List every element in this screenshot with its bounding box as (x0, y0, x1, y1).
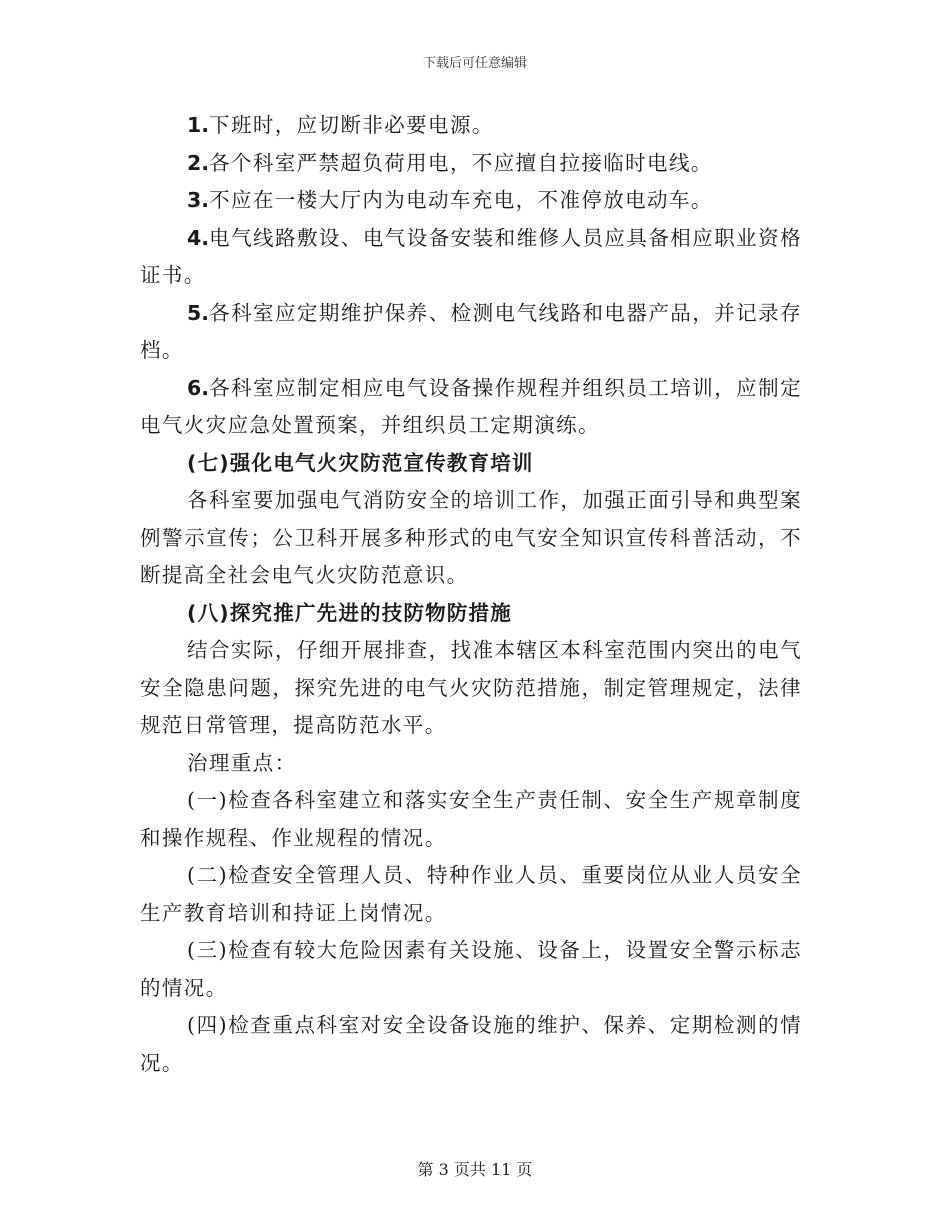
item-text: 各科室应制定相应电气设备操作规程并组织员工培训，应制定电气火灾应急处置预案，并组织员工定期演练。 (140, 375, 802, 437)
item-text: 下班时，应切断非必要电源。 (209, 113, 494, 137)
focus-item-3: (三)检查有较大危险因素有关设施、设备上，设置安全警示标志的情况。 (140, 938, 803, 1000)
list-item-1 (140, 107, 802, 145)
list-item-6 (140, 370, 802, 445)
item-number: 1. (187, 113, 210, 137)
page-header: 下载后可任意编辑 (422, 56, 527, 71)
item-text: 电气线路敷设、电气设备安装和维修人员应具备相应职业资格证书。 (140, 225, 802, 287)
item-number: 2. (187, 150, 210, 175)
item-number: 5. (187, 300, 210, 325)
item-text: 各个科室严禁超负荷用电，不应擅自拉接临时电线。 (209, 150, 713, 175)
focus-title: 治理重点： (187, 750, 297, 775)
section-heading-7: (七)强化电气火灾防范宣传教育培训 (187, 450, 534, 475)
item-number: 3. (187, 188, 210, 212)
item-text: 各科室应定期维护保养、检测电气线路和电器产品，并记录存档。 (140, 300, 802, 362)
section-paragraph-8: 结合实际，仔细开展排查，找准本辖区本科室范围内突出的电气安全隐患问题，探究先进的电气火灾防范措施，制定管理规定，法律规范日常管理，提高防范水平。 (140, 638, 802, 737)
section-paragraph-7: 各科室要加强电气消防安全的培训工作，加强正面引导和典型案例警示宣传；公卫科开展多种形式的电气安全知识宣传科普活动，不断提高全社会电气火灾防范意识。 (140, 488, 802, 587)
list-item-2 (140, 145, 802, 183)
item-text: 不应在一楼大厅内为电动车充电，不准停放电动车。 (209, 188, 713, 212)
list-item-3 (140, 182, 802, 220)
document-body (140, 107, 802, 1082)
section-heading-8: (八)探究推广先进的技防物防措施 (187, 600, 512, 625)
focus-item-4: (四)检查重点科室对安全设备设施的维护、保养、定期检测的情况。 (140, 1013, 803, 1075)
page-footer: 第 3 页共 11 页 (417, 1160, 533, 1179)
item-number: 4. (187, 225, 210, 250)
list-item-4 (140, 220, 802, 295)
focus-item-1: (一)检查各科室建立和落实安全生产责任制、安全生产规章制度和操作规程、作业规程的情况。 (140, 788, 803, 850)
item-number: 6. (187, 375, 210, 400)
focus-item-2: (二)检查安全管理人员、特种作业人员、重要岗位从业人员安全生产教育培训和持证上岗情况。 (140, 863, 803, 925)
list-item-5 (140, 295, 802, 370)
